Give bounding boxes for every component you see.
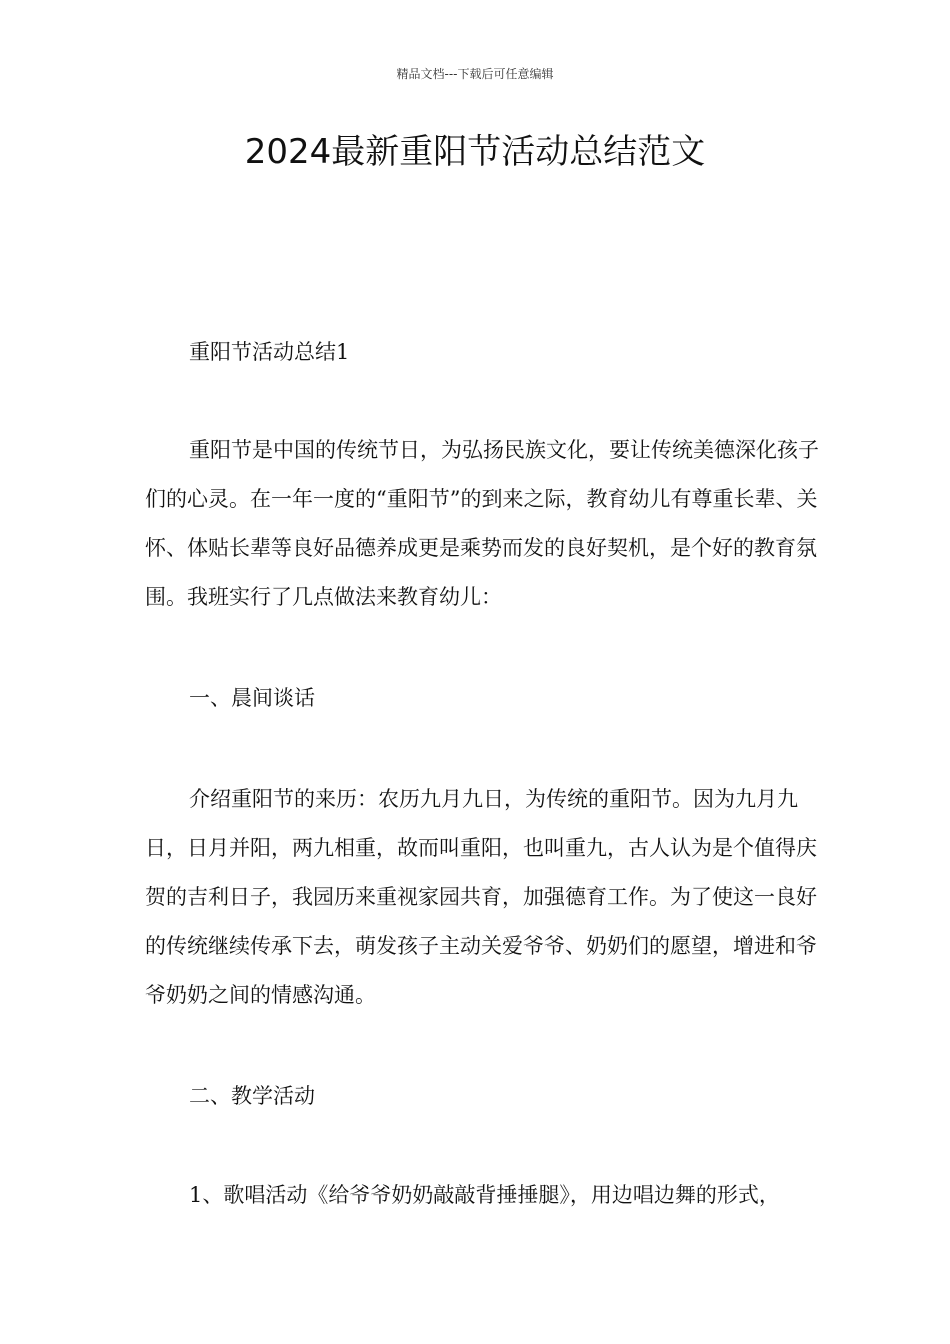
intro-paragraph: 重阳节是中国的传统节日，为弘扬民族文化，要让传统美德深化孩子们的心灵。在一年一度的“重阳节”的到来之际，教育幼儿有尊重长辈、关怀、体贴长辈等良好品德养成更是乘势而发的良好契机，是个好的教育氛围。我班实行了几点做法来教育幼儿： — [145, 438, 819, 609]
part2-heading: 二、教学活动 — [189, 1084, 315, 1108]
document-title: 2024最新重阳节活动总结范文 — [244, 132, 706, 172]
page-header-note: 精品文档---下载后可任意编辑 — [396, 67, 554, 81]
part1-heading: 一、晨间谈话 — [189, 686, 315, 710]
part2-item-1: 1、歌唱活动《给爷爷奶奶敲敲背捶捶腿》，用边唱边舞的形式， — [189, 1183, 780, 1207]
part1-paragraph: 介绍重阳节的来历：农历九月九日，为传统的重阳节。因为九月九日，日月并阳，两九相重，故而叫重阳，也叫重九，古人认为是个值得庆贺的吉利日子，我园历来重视家园共育，加强德育工作。为了使这一良好的传统继续传承下去，萌发孩子主动关爱爷爷、奶奶们的愿望，增进和爷爷奶奶之间的情感沟通。 — [145, 787, 817, 1007]
section-heading: 重阳节活动总结1 — [189, 340, 350, 364]
